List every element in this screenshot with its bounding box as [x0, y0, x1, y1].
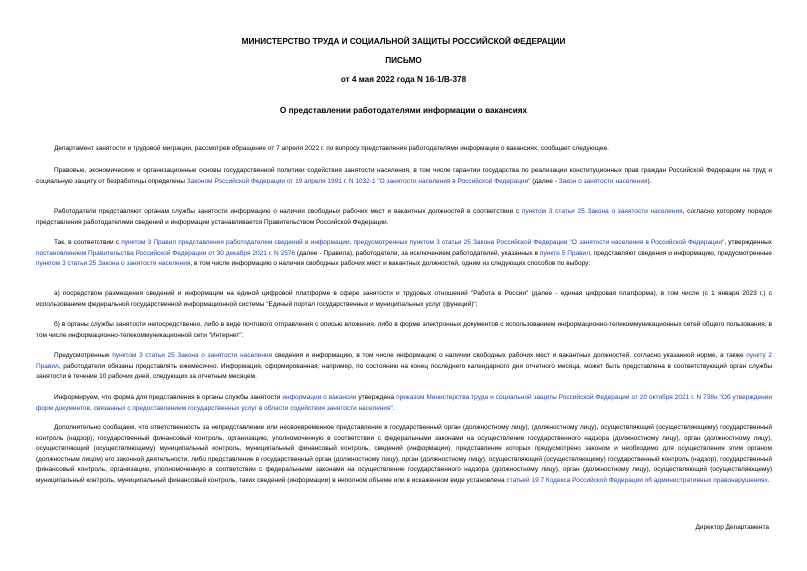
ministry-title: МИНИСТЕРСТВО ТРУДА И СОЦИАЛЬНОЙ ЗАЩИТЫ РОССИЙСКОЙ ФЕДЕРАЦИИ: [241, 37, 566, 46]
paragraph-text: , представляют сведения и информацию, предусмотренные: [589, 249, 772, 257]
paragraph-option-a: [36, 289, 772, 310]
paragraph-text: Департамент занятости и трудовой миграции, рассмотрев обращение от 7 апреля 2022 г. по вопросу представления работодателями информации о вакансиях, сообщает следующее.: [54, 145, 609, 152]
document-date-number: от 4 мая 2022 года N 16-1/В-378: [340, 75, 467, 84]
document-type: ПИСЬМО: [385, 56, 422, 65]
paragraph-form-info: [36, 393, 772, 414]
document-subject: О представлении работодателями информации о вакансиях: [279, 106, 528, 115]
paragraph-text: б) в органы службы занятости непосредственно, либо в виде почтового отправления с описью вложения, либо в форме электронных документов с использованием информационно-телекоммуникационных сетей общего пользования, в том числе информационно-телекоммуникационной сети "Интернет".: [36, 321, 772, 339]
paragraph-text: Так, в соответствии с: [54, 239, 122, 246]
paragraph-text: , в том числе информацию о наличии свободных рабочих мест и вакантных должностей, одним из следующих способов по выбору:: [190, 260, 591, 268]
paragraph-text: а) посредством размещения сведений и информации на единой цифровой платформе в сфере занятости и трудовых отношений "Работа в России" (далее - единая цифровая платформа), в том числе (с 1 января 2023 г.) с использованием федеральной государственной информационной системы "Единый портал государственных и муниципальных услуг (функций)";: [36, 290, 772, 308]
rules-point-2-link[interactable]: пункту 2 Правил: [36, 352, 773, 370]
paragraph-text: ).: [647, 177, 652, 185]
paragraph-text: Предусмотренные: [54, 352, 113, 359]
paragraph-legal-basis: [36, 166, 772, 187]
article-25-point-3-link[interactable]: пунктом 3 статьи 25 Закона о занятости населения: [521, 208, 683, 215]
paragraph-text: , согласно которому порядок представления работодателями сведений и информации устанавливается Правительством Российской Федерации.: [36, 208, 772, 226]
article-25-point-3-link[interactable]: пунктом 3 статьи 25 Закона о занятости населения: [112, 352, 273, 359]
paragraph-employer-duty: [36, 207, 772, 228]
paragraph-rules: [36, 238, 772, 270]
paragraph-text: , работодатели обязаны представлять ежемесячно. Информация, сформированная, например, по состоянию на конец последнего календарного дня отчетного месяца, может быть представлена в соответствующий орган службы занятости в течение 10 рабочих дней, следующих за отчетным месяцем.: [36, 362, 772, 381]
rules-point-3-link[interactable]: пунктом 3 Правил представления работодателем сведений и информации, предусмотренных пунктом 3 статьи 25 Закона Российской Федерации "О занятости населения в Российской Федерации": [121, 239, 725, 246]
paragraph-text: утверждена: [356, 394, 397, 401]
paragraph-text: (далее - Правила), работодатели, за исключением работодателей, указанных в: [295, 249, 541, 257]
government-decree-2576-link[interactable]: постановлением Правительства Российской Федерации от 30 декабря 2021 г. N 2576: [36, 249, 296, 257]
employment-law-short-link[interactable]: Закон о занятости населения: [558, 177, 648, 185]
paragraph-text: .: [392, 404, 395, 412]
paragraph-text: (далее -: [530, 177, 559, 185]
law-employment-link[interactable]: Законом Российской Федерации от 19 апреля 1991 г. N 1032-1 "О занятости населения в Российской Федерации": [186, 177, 531, 185]
paragraph-liability: [36, 423, 772, 487]
coap-article-19-7-link[interactable]: статьей 19.7 Кодекса Российской Федерации об административных правонарушениях: [506, 476, 768, 484]
signature-title: Директор Департамента: [695, 524, 769, 531]
vacancy-info-form-link[interactable]: информации о вакансии: [282, 394, 357, 401]
paragraph-text: .: [767, 476, 770, 484]
paragraph-intro: [36, 144, 772, 155]
paragraph-text: Работодатели представляют органам службы занятости информацию о наличии свободных рабочих мест и вакантных должностей в соответствии с: [54, 208, 522, 215]
paragraph-text: Правовые, экономические и организационные основы государственной политики содействия занятости населения, в том числе гарантии государства по реализации конституционных прав граждан Российской Федерации на труд и социальную защиту от безработицы определены: [36, 167, 772, 185]
paragraph-text: , утвержденных: [724, 239, 772, 246]
paragraph-option-b: [36, 320, 772, 341]
paragraph-monthly-reporting: [36, 351, 772, 383]
article-25-point-3-link[interactable]: пунктом 3 статьи 25 Закона о занятости населения: [36, 260, 191, 268]
order-738n-link[interactable]: приказом Министерства труда и социальной защиты Российской Федерации от 20 октября 2021 г. N 738н "Об утверждении форм документов, связанных с предоставлением государственных услуг в области содействия занятости населения": [36, 394, 772, 412]
paragraph-text: Дополнительно сообщаем, что ответственность за непредставление или несвоевременное представление в государственный орган (должностному лицу), (должностному лицу), осуществляющий (осуществляющему) государственный контроль (надзор), государственный финансовый контроль, организацию, уполномоченную в соответствии с федеральными законами на осуществление государственного надзора (должностному лицу), орган (должностному лицу), осуществляющий (осуществляющему) муниципальный контроль, муниципальный финансовый контроль, сведений (информации), представление которых предусмотрено законом и необходимо для осуществления этим органом (должностным лицом) его законной деятельности, либо представление в государственный орган (должностному лицу), орган (должностному лицу), осуществляющий (осуществляющему) государственный контроль (надзор), государственный финансовый контроль, организацию, уполномоченную в соответствии с федеральными законами на осуществление государственного надзора (должностному лицу), орган (должностному лицу), осуществляющий (осуществляющему) муниципальный контроль, муниципальный финансовый контроль, таких сведений (информации) в неполном объеме или в искаженном виде установлена: [36, 424, 772, 484]
paragraph-text: Информируем, что форма для представления в органы службы занятости: [54, 394, 283, 401]
paragraph-text: сведения и информацию, в том числе информацию о наличии свободных рабочих мест и вакантных должностей, согласно указанной норме, а также: [272, 352, 747, 359]
rules-point-5-link[interactable]: пункте 5 Правил: [540, 249, 590, 257]
